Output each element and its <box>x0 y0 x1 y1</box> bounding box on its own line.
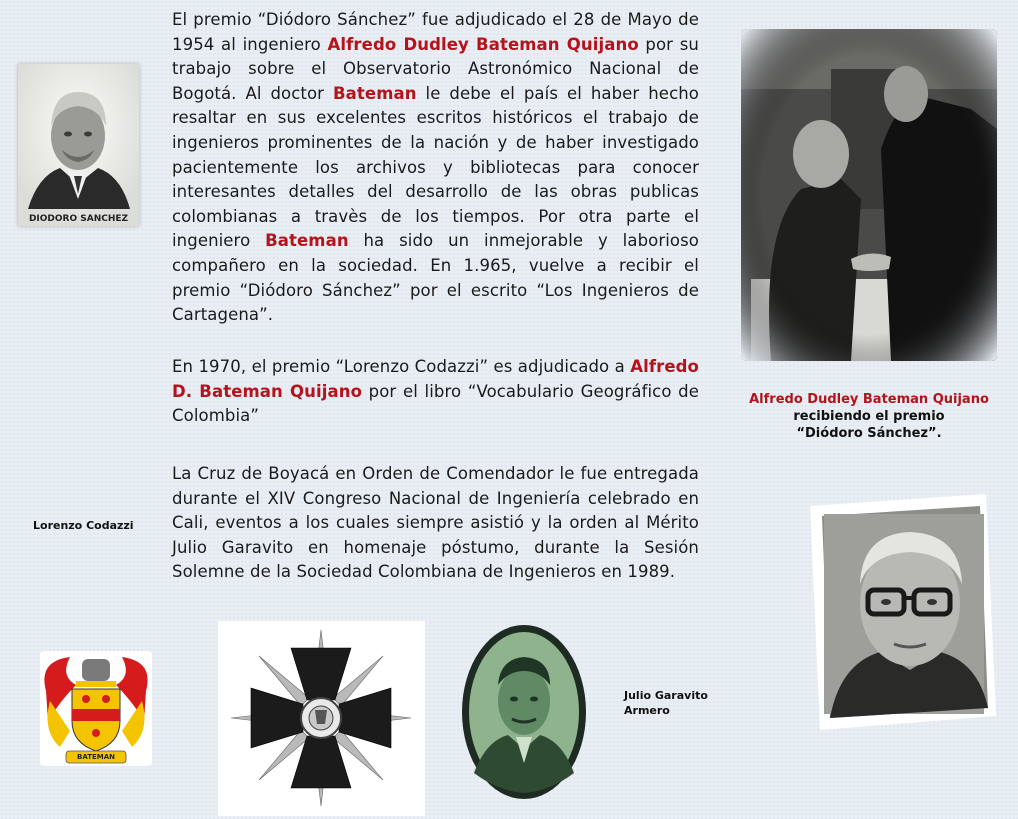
coat-of-arms-image <box>40 651 152 766</box>
text-segment: le debe el país el haber hecho resaltar en sus excelentes escritos históricos el trabajo de ingenieros prominentes de la nación y de haber investigado pacientemente los archivos y bibliotecas para conocer interesantes detalles del desarrollo de las obras publicas colombianas a travès de los tiempos. Por otra parte el ingeniero <box>172 83 699 251</box>
paragraph-codazzi-award <box>172 355 699 429</box>
text-segment: En 1970, el premio “Lorenzo Codazzi” es adjudicado a <box>172 357 631 376</box>
highlighted-name: Alfredo D. Bateman Quijano <box>172 357 699 401</box>
highlighted-name: Bateman <box>265 231 349 251</box>
paragraph-diodoro-award <box>172 8 699 328</box>
garavito-label-line: Julio Garavito <box>624 689 708 702</box>
bateman-coat-of-arms <box>40 651 152 766</box>
ceremony-photo-image <box>741 29 997 361</box>
diodoro-portrait-image <box>18 64 139 226</box>
diodoro-portrait-label: DIODORO SANCHEZ <box>28 214 129 224</box>
caption-line: recibiendo el premio <box>793 409 945 424</box>
diodoro-sanchez-portrait <box>18 64 139 226</box>
award-ceremony-photo <box>741 29 997 361</box>
highlighted-name: Bateman <box>333 83 417 103</box>
julio-garavito-label <box>624 688 708 718</box>
bateman-portrait-image <box>810 494 996 730</box>
julio-garavito-portrait <box>460 623 588 801</box>
caption-line: “Diódoro Sánchez”. <box>796 426 942 441</box>
medal-image <box>218 621 425 816</box>
coat-of-arms-banner: BATEMAN <box>76 753 115 761</box>
text-segment: El premio “Diódoro Sánchez” fue adjudicado el 28 de Mayo de 1954 al ingeniero <box>172 10 699 54</box>
highlighted-name: Alfredo Dudley Bateman Quijano <box>327 34 639 54</box>
garavito-portrait-image <box>460 623 588 801</box>
paragraph-cruz-boyaca: La Cruz de Boyacá en Orden de Comendador le fue entregada durante el XIV Congreso Nacional de Ingeniería celebrado en Cali, eventos a los cuales siempre asistió y la orden al Mérito Julio Garavito en homenaje póstumo, durante la Sesión Solemne de la Sociedad Colombiana de Ingenieros en 1989. <box>172 464 699 582</box>
bateman-portrait <box>810 494 996 730</box>
text-segment: ha sido un inmejorable y laborioso compañero en la sociedad. En 1.965, vuelve a recibir el premio “Diódoro Sánchez” por el escrito “Los Ingenieros de Cartagena”. <box>172 231 699 325</box>
text-segment: por el libro “Vocabulario Geográfico de Colombia” <box>172 381 699 426</box>
caption-name: Alfredo Dudley Bateman Quijano <box>749 392 989 407</box>
lorenzo-codazzi-label: Lorenzo Codazzi <box>33 519 134 532</box>
text-segment: por su trabajo sobre el Observatorio Astronómico Nacional de Bogotá. Al doctor <box>172 34 699 103</box>
garavito-label-line: Armero <box>624 704 670 717</box>
cruz-de-boyaca-medal <box>218 621 425 816</box>
award-ceremony-caption <box>740 391 998 442</box>
